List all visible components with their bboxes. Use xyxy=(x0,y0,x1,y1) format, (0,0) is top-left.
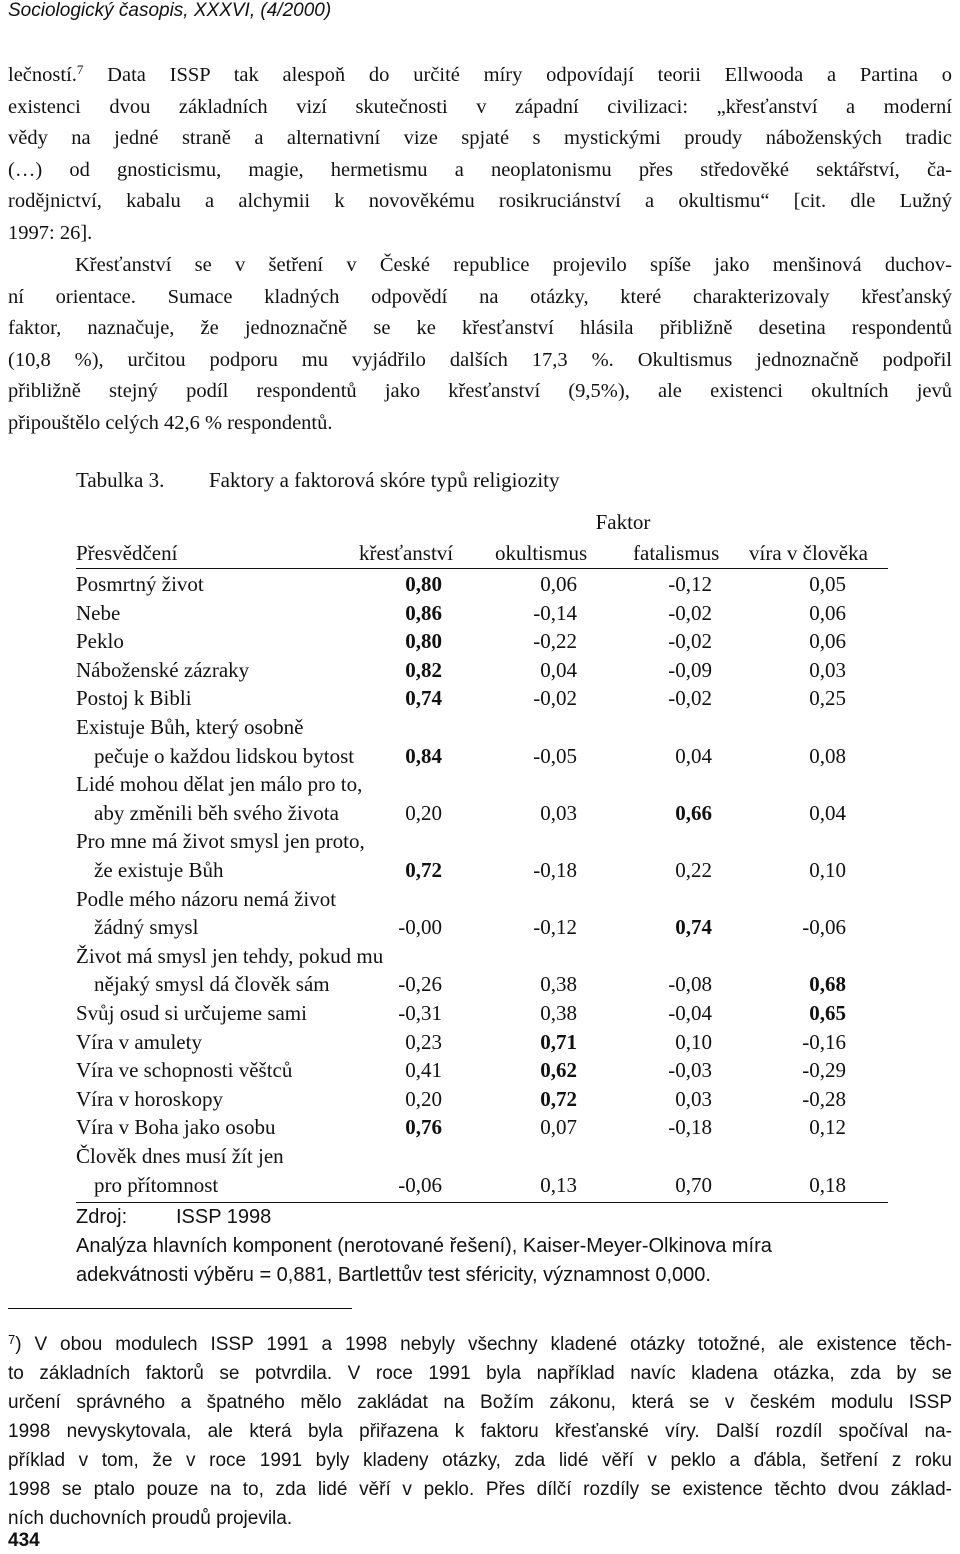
loading-cell: -0,05 xyxy=(533,743,577,768)
row-label: Víra ve schopnosti věštců xyxy=(76,1058,293,1083)
loading-cell: -0,26 xyxy=(398,972,442,997)
table-row xyxy=(76,1001,888,1030)
loading-cell: 0,22 xyxy=(675,858,712,882)
loading-cell: 0,10 xyxy=(675,1029,712,1054)
source-label: Zdroj: xyxy=(76,1206,128,1228)
running-head: Sociologický časopis, XXXVI, (4/2000) xyxy=(8,0,332,21)
loading-cell: -0,14 xyxy=(533,600,577,625)
footnote-reference[interactable]: 7 xyxy=(76,62,84,77)
footnote-separator xyxy=(8,1308,352,1309)
loading-cell: 0,20 xyxy=(405,1086,442,1111)
loading-cell: 0,72 xyxy=(540,1086,577,1111)
row-label: Posmrtný život xyxy=(76,572,204,596)
table-row xyxy=(76,686,888,715)
table-row xyxy=(76,658,888,687)
loading-cell: 0,82 xyxy=(405,657,442,682)
loading-cell: 0,06 xyxy=(809,600,846,625)
loading-cell: 0,86 xyxy=(405,600,442,625)
line-rest: Data ISSP tak alespoň do určité míry odpovídají teorii Ellwooda a Partina o xyxy=(83,64,952,86)
footnote-line: určení správného a špatného mělo zakládat na Božím zákonu, která se v českém modulu ISSP xyxy=(8,1392,952,1413)
loading-cell: -0,28 xyxy=(802,1086,846,1111)
row-label: Svůj osud si určujeme sami xyxy=(76,1001,307,1025)
loading-cell: 0,41 xyxy=(405,1058,442,1083)
loading-cell: 0,03 xyxy=(809,657,846,682)
loading-cell: -0,02 xyxy=(668,686,712,711)
loading-cell: 0,03 xyxy=(675,1086,712,1111)
row-label: Existuje Bůh, který osobně xyxy=(76,715,304,739)
loading-cell: 0,12 xyxy=(809,1115,846,1140)
factor-group-header: Faktor xyxy=(595,510,651,534)
loading-cell: -0,03 xyxy=(668,1058,712,1083)
table-row xyxy=(76,1058,888,1087)
table-row xyxy=(76,944,888,973)
footnote-line: 1998 se ptalo pouze na to, zda lidé věří v peklo. Přes dílčí rozdíly se existence těchto dvou základ- xyxy=(8,1479,952,1500)
loading-cell: -0,16 xyxy=(802,1029,846,1054)
table-row-continuation xyxy=(76,915,888,944)
line-start: lečností. xyxy=(8,64,77,86)
page-number: 434 xyxy=(8,1530,40,1551)
footnote-line-text: ) V obou modulech ISSP 1991 a 1998 nebyly všechny kladené otázky totožné, ale existence těch- xyxy=(15,1334,952,1355)
table-row-continuation xyxy=(76,972,888,1001)
loading-cell: 0,71 xyxy=(540,1029,577,1054)
row-label: pečuje o každou lidskou bytost xyxy=(94,743,355,768)
loading-cell: 0,13 xyxy=(540,1172,577,1197)
row-label: nějaký smysl dá člověk sám xyxy=(94,972,330,997)
table-row-continuation xyxy=(76,858,888,887)
table-caption xyxy=(76,468,560,493)
loading-cell: -0,22 xyxy=(533,629,577,654)
table-row xyxy=(76,772,888,801)
table-row xyxy=(76,601,888,630)
loading-cell: -0,12 xyxy=(533,915,577,940)
loading-cell: 0,10 xyxy=(809,858,846,882)
table-header-row xyxy=(76,541,888,571)
loading-cell: 0,68 xyxy=(809,972,846,997)
row-label: Náboženské zázraky xyxy=(76,657,250,682)
loading-cell: 0,62 xyxy=(540,1058,577,1083)
loading-cell: 0,20 xyxy=(405,800,442,825)
paragraph-line: vědy na jedné straně a alternativní vize spjaté s mystickými proudy náboženských tradic xyxy=(8,127,952,149)
paragraph-line xyxy=(8,60,952,92)
row-label: Nebe xyxy=(76,600,121,625)
loading-cell: 0,76 xyxy=(405,1115,442,1140)
table-row xyxy=(76,1115,888,1144)
table-row xyxy=(76,887,888,916)
row-label: Víra v amulety xyxy=(76,1029,202,1054)
loading-cell: -0,31 xyxy=(398,1001,442,1025)
loading-cell: -0,06 xyxy=(398,1172,442,1197)
paragraph-line: existenci dvou základních vizí skutečnosti v západní civilizaci: „křesťanství a moderní xyxy=(8,95,952,118)
paragraph-line: 1997: 26]. xyxy=(8,221,93,244)
paragraph-line: (10,8 %), určitou podporu mu vyjádřilo dalších 17,3 %. Okultismus jednoznačně podpořil xyxy=(8,348,952,371)
table-row xyxy=(76,829,888,858)
table-row xyxy=(76,715,888,744)
footnote-line: to základních faktorů se potvrdila. V roce 1991 byla například navíc kladena otázka, zda by se xyxy=(8,1363,952,1384)
footnote-line: ních duchovních proudů projevila. xyxy=(8,1508,293,1529)
table-row xyxy=(76,629,888,658)
loading-cell: 0,65 xyxy=(809,1001,846,1025)
footnote xyxy=(8,1330,952,1533)
loading-cell: 0,04 xyxy=(675,743,712,768)
loading-cell: -0,18 xyxy=(668,1115,712,1140)
loading-cell: 0,08 xyxy=(809,743,846,768)
loading-cell: -0,00 xyxy=(398,915,442,940)
row-label: žádný smysl xyxy=(94,915,199,940)
col-header-fatalism: fatalismus xyxy=(633,541,720,565)
footnote-line xyxy=(8,1330,952,1359)
row-label: pro přítomnost xyxy=(94,1172,219,1197)
row-label: Pro mne má život smysl jen proto, xyxy=(76,829,365,854)
paragraph-line: (…) od gnosticismu, magie, hermetismu a neoplatonismu přes středověké sektářství, ča- xyxy=(8,158,952,181)
footnote-line: 1998 nevyskytovala, ale která byla přiřazena k faktoru křesťanské víry. Další rozdíl spočíval na- xyxy=(8,1421,952,1442)
paragraph-line: faktor, naznačuje, že jednoznačně se ke křesťanství hlásila přibližně desetina respondentů xyxy=(8,317,952,339)
footnote-mark: 7 xyxy=(8,1332,16,1347)
loading-cell: -0,29 xyxy=(802,1058,846,1083)
table-row xyxy=(76,1144,888,1173)
loading-cell: 0,04 xyxy=(540,657,577,682)
loading-cell: -0,12 xyxy=(668,572,712,596)
loading-cell: -0,08 xyxy=(668,972,712,997)
loading-cell: -0,02 xyxy=(668,629,712,654)
loading-cell: 0,84 xyxy=(405,743,442,768)
col-header-belief: Přesvědčení xyxy=(76,541,178,565)
loading-cell: -0,18 xyxy=(533,858,577,882)
paragraph-ellwood-partin xyxy=(8,60,952,249)
loading-cell: 0,74 xyxy=(405,686,442,711)
table-header-rule xyxy=(76,568,888,569)
loading-cell: 0,74 xyxy=(675,915,712,940)
row-label: Podle mého názoru nemá život xyxy=(76,886,337,911)
paragraph-line: přibližně stejný podíl respondentů jako křesťanství (9,5%), ale existenci okultních jevů xyxy=(8,380,952,402)
loading-cell: -0,02 xyxy=(668,600,712,625)
loading-cell: 0,04 xyxy=(809,800,846,825)
col-header-christianity: křesťanství xyxy=(359,541,454,565)
col-header-occultism: okultismus xyxy=(495,541,588,565)
loading-cell: -0,09 xyxy=(668,657,712,682)
paragraph-line: připouštělo celých 42,6 % respondentů. xyxy=(8,411,333,434)
loading-cell: 0,23 xyxy=(405,1029,442,1054)
row-label: Člověk dnes musí žít jen xyxy=(76,1144,284,1168)
paragraph-line: Křesťanství se v šetření v České republice projevilo spíše jako menšinová duchov- xyxy=(75,254,952,276)
row-label: Život má smysl jen tehdy, pokud mu xyxy=(76,943,384,968)
row-label: Lidé mohou dělat jen málo pro to, xyxy=(76,772,363,797)
table-note-line: Analýza hlavních komponent (nerotované řešení), Kaiser-Meyer-Olkinova míra xyxy=(76,1235,772,1257)
loading-cell: 0,70 xyxy=(675,1172,712,1197)
row-label: že existuje Bůh xyxy=(94,858,224,882)
loading-cell: -0,06 xyxy=(802,915,846,940)
table-note-line: adekvátnosti výběru = 0,881, Bartlettův test sféricity, významnost 0,000. xyxy=(76,1264,711,1286)
row-label: Peklo xyxy=(76,629,124,654)
row-label: Víra v horoskopy xyxy=(76,1086,223,1111)
loading-cell: 0,38 xyxy=(540,972,577,997)
row-label: aby změnili běh svého života xyxy=(94,800,339,825)
loading-cell: 0,05 xyxy=(809,572,846,596)
paragraph-line: ní orientace. Sumace kladných odpovědí na otázky, které charakterizovaly křesťanský xyxy=(8,285,952,308)
table-bottom-rule xyxy=(76,1202,888,1203)
loading-cell: 0,07 xyxy=(540,1115,577,1140)
row-label: Víra v Boha jako osobu xyxy=(76,1115,276,1140)
loading-cell: 0,18 xyxy=(809,1172,846,1197)
table-row-continuation xyxy=(76,801,888,830)
table-row-continuation xyxy=(76,744,888,773)
loading-cell: 0,66 xyxy=(675,800,712,825)
loading-cell: 0,25 xyxy=(809,686,846,711)
table-row xyxy=(76,1030,888,1059)
paragraph-christianity-minority xyxy=(8,250,952,439)
loading-cell: 0,80 xyxy=(405,629,442,654)
loading-cell: 0,06 xyxy=(540,572,577,596)
table-row-continuation xyxy=(76,1173,888,1202)
loading-cell: -0,02 xyxy=(533,686,577,711)
col-header-faith-in-man: víra v člověka xyxy=(749,541,868,565)
table-row xyxy=(76,572,888,601)
loading-cell: 0,06 xyxy=(809,629,846,654)
footnote-line: příklad v tom, že v roce 1991 byly kladeny otázky, zda lidé věří v peklo a ďábla, šetření z roku xyxy=(8,1450,952,1471)
table-source xyxy=(76,1206,271,1229)
paragraph-line: rodějnictví, kabalu a alchymii k novověkému rosikruciánství a okultismu“ [cit. dle Lužný xyxy=(8,190,952,212)
loading-cell: 0,80 xyxy=(405,572,442,596)
source-value: ISSP 1998 xyxy=(176,1206,272,1228)
table-title: Faktory a faktorová skóre typů religiozity xyxy=(209,468,560,492)
loading-cell: -0,04 xyxy=(668,1001,712,1025)
loading-cell: 0,03 xyxy=(540,800,577,825)
row-label: Postoj k Bibli xyxy=(76,686,192,711)
loading-cell: 0,38 xyxy=(540,1001,577,1025)
loading-cell: 0,72 xyxy=(405,858,442,882)
table-number: Tabulka 3. xyxy=(76,468,165,492)
table-row xyxy=(76,1087,888,1116)
